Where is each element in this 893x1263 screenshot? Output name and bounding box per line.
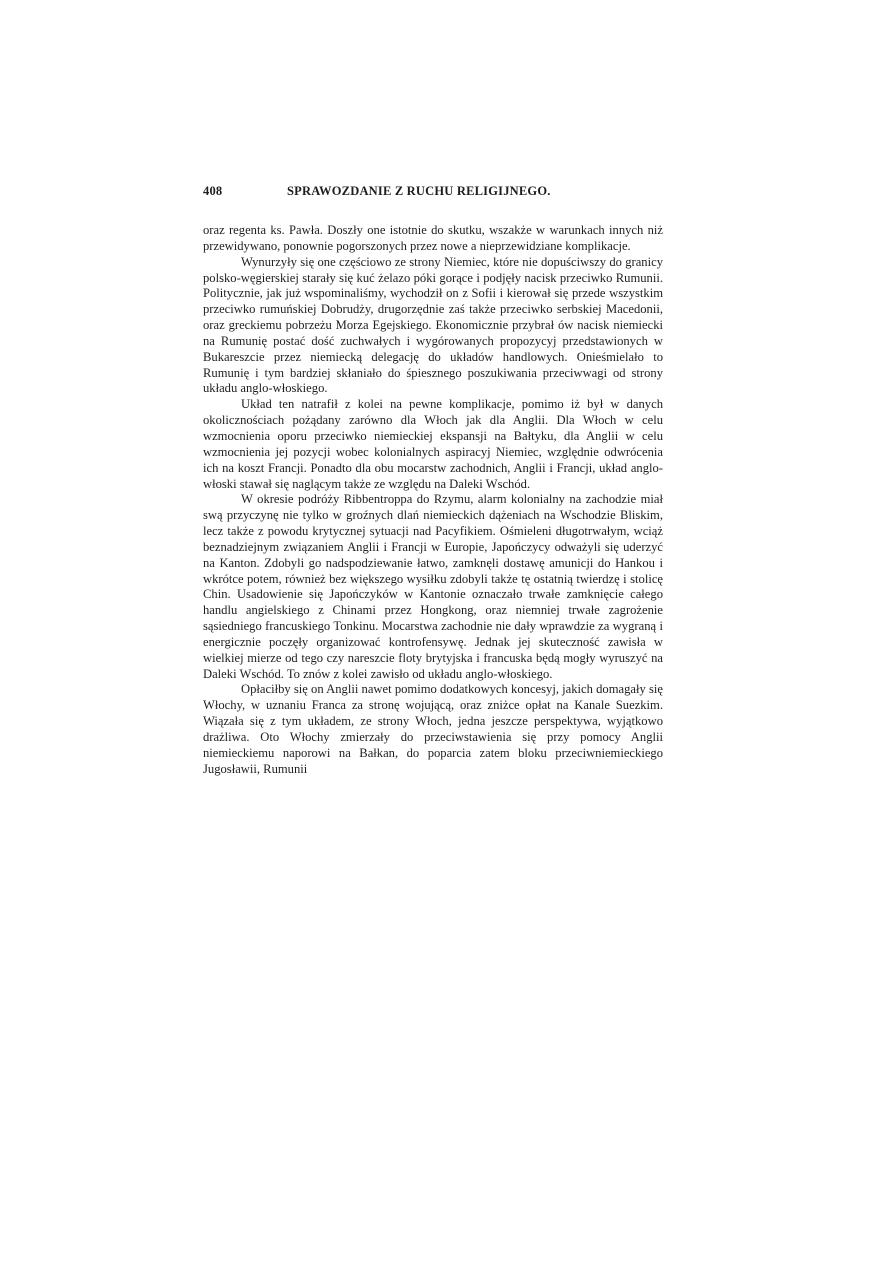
paragraph: Wynurzyły się one częściowo ze strony Niemiec, które nie dopuściwszy do granicy polsko-węgierskiej starały się kuć żelazo póki gorące i podjęły nacisk przeciwko Rumunii. Politycznie, jak już wspominaliśmy, wychodził on z Sofii i kierował się przede wszystkim przeciwko rumuńskiej Dobrudży, drugorzędnie zaś także przeciwko serbskiej Macedonii, oraz greckiemu pobrzeżu Morza Egejskiego. Ekonomicznie przybrał ów nacisk niemiecki na Rumunię postać dość zuchwałych i wygórowanych propozycyj przedstawionych w Bukareszcie przez niemiecką delegację do układów handlowych. Onieśmielało to Rumunię i tym bardziej skłaniało do śpiesznego poszukiwania przeciwwagi od strony układu anglo-włoskiego. (203, 254, 663, 396)
page-number: 408 (203, 184, 223, 198)
body-text (203, 223, 663, 778)
paragraph: oraz regenta ks. Pawła. Doszły one istotnie do skutku, wszakże w warunkach innych niż przewidywano, ponownie pogorszonych przez nowe a nieprzewidziane komplikacje. (203, 223, 663, 253)
page-header (203, 184, 663, 202)
paragraph: W okresie podróży Ribbentroppa do Rzymu, alarm kolonialny na zachodzie miał swą przyczynę nie tylko w groźnych dlań niemieckich dążeniach na Wschodzie Bliskim, lecz także z powodu krytycznej sytuacji nad Pacyfikiem. Ośmieleni długotrwałym, wciąż beznadziejnym związaniem Anglii i Francji w Europie, Japończycy odważyli się uderzyć na Kanton. Zdobyli go nadspodziewanie łatwo, zamknęli dostawę amunicji do Hankou i wkrótce potem, również bez większego wysiłku zdobyli także tę ostatnią twierdzę i stolicę Chin. Usadowienie się Japończyków w Kantonie oznaczało trwałe zamknięcie całego handlu angielskiego z Chinami przez Hongkong, oraz niemniej trwałe zagrożenie sąsiedniego francuskiego Tonkinu. Mocarstwa zachodnie nie dały wprawdzie za wygraną i energicznie poczęły organizować kontrofensywę. Jednak jej skuteczność zawisła w wielkiej mierze od tego czy nareszcie floty brytyjska i francuska będą mogły wyruszyć na Daleki Wschód. To znów z kolei zawisło od układu anglo-włoskiego. (203, 492, 663, 681)
paragraph: Układ ten natrafił z kolei na pewne komplikacje, pomimo iż był w danych okolicznościach pożądany zarówno dla Włoch jak dla Anglii. Dla Włoch w celu wzmocnienia oporu przeciwko niemieckiej ekspansji na Bałtyku, dla Anglii w celu wzmocnienia jej pozycji wobec kolonialnych aspiracyj Niemiec, względnie odwrócenia ich na koszt Francji. Ponadto dla obu mocarstw zachodnich, Anglii i Francji, układ anglo-włoski stawał się naglącym także ze względu na Daleki Wschód. (203, 397, 663, 491)
running-title: SPRAWOZDANIE Z RUCHU RELIGIJNEGO. (287, 184, 551, 198)
paragraph: Opłaciłby się on Anglii nawet pomimo dodatkowych koncesyj, jakich domagały się Włochy, w uznaniu Franca za stronę wojującą, oraz zniżce opłat na Kanale Suezkim. Wiązała się z tym układem, ze strony Włoch, jedna jeszcze perspektywa, wyjątkowo drażliwa. Oto Włochy zmierzały do przeciwstawienia się przy pomocy Anglii niemieckiemu naporowi na Bałkan, do poparcia zatem bloku przeciwniemieckiego Jugosławii, Rumunii (203, 682, 663, 776)
